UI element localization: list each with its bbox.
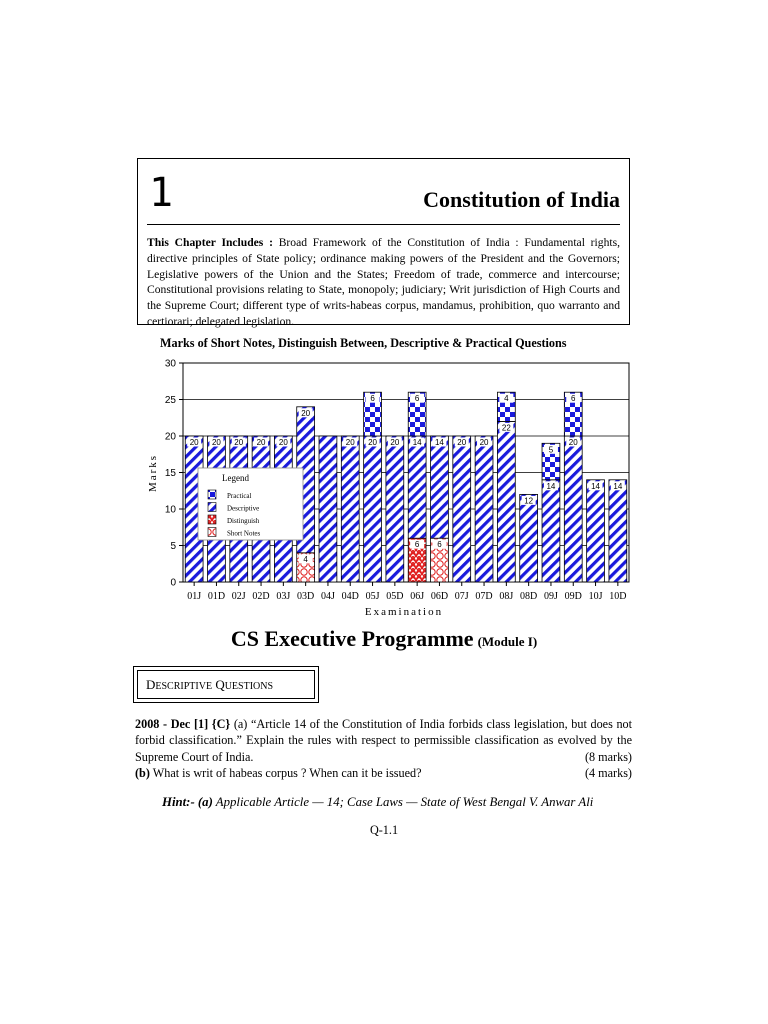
value-label: 14 bbox=[613, 481, 623, 491]
legend-swatch bbox=[208, 515, 216, 524]
bar-segment bbox=[319, 436, 337, 582]
chapter-title: Constitution of India bbox=[423, 187, 620, 212]
y-axis-label: Marks bbox=[147, 453, 159, 493]
y-tick-label: 15 bbox=[164, 468, 176, 479]
bar-segment bbox=[341, 436, 359, 582]
x-tick-label: 06J bbox=[410, 591, 425, 602]
value-label: 6 bbox=[571, 394, 576, 404]
chart-title: Marks of Short Notes, Distinguish Between, Descriptive & Practical Questions bbox=[160, 336, 567, 350]
hint-text: Applicable Article — 14; Case Laws — State of West Bengal V. Anwar Ali bbox=[212, 795, 594, 809]
x-tick-label: 07J bbox=[454, 591, 469, 602]
chapter-includes-label: This Chapter Includes : bbox=[147, 236, 273, 249]
x-tick-label: 10J bbox=[588, 591, 603, 602]
section-heading-text: DESCRIPTIVE QUESTIONS bbox=[146, 676, 274, 692]
question-b-label: (b) bbox=[135, 766, 150, 781]
x-tick-label: 03J bbox=[276, 591, 291, 602]
value-label: 20 bbox=[234, 438, 244, 447]
value-label: 20 bbox=[256, 438, 266, 447]
bar-segment bbox=[564, 436, 582, 582]
y-tick-label: 5 bbox=[170, 541, 176, 552]
value-label: 20 bbox=[189, 438, 199, 447]
bar-segment bbox=[542, 480, 560, 582]
value-label: 20 bbox=[479, 438, 489, 447]
legend-title: Legend bbox=[222, 473, 249, 483]
x-tick-label: 08J bbox=[499, 591, 514, 602]
x-tick-label: 09J bbox=[543, 591, 558, 602]
question-a-marks: (8 marks) bbox=[584, 749, 632, 764]
legend-entry: Descriptive bbox=[227, 504, 260, 513]
legend-entry: Distinguish bbox=[227, 517, 260, 525]
legend-entry: Practical bbox=[227, 492, 252, 500]
y-tick-label: 10 bbox=[164, 504, 176, 516]
x-tick-label: 04D bbox=[341, 591, 359, 602]
question-tag: 2008 - Dec [1] {C} bbox=[135, 717, 231, 731]
value-label: 14 bbox=[546, 481, 556, 491]
marks-bar-chart bbox=[140, 352, 640, 620]
chapter-header-box bbox=[137, 158, 630, 328]
programme-module: (Module I) bbox=[477, 634, 538, 649]
x-tick-label: 09D bbox=[564, 591, 582, 602]
legend-entry: Short Notes bbox=[227, 529, 261, 538]
legend-swatch bbox=[208, 528, 216, 537]
x-axis-label: Examination bbox=[364, 606, 444, 618]
chapter-includes-text: Broad Framework of the Constitution of India : Fundamental rights, directive principles of State policy; ordinance making powers of the President and the Governors; Legislative powers of the Union and the States; Freedom of trade, commerce and intercourse; Constitutional provisions relating to State, monopoly; judiciary; Writ jurisdiction of High Courts and the Supreme Court; different type of writs-habeas corpus, mandamus, prohibition, quo warranto and certiorari; delegated legislation. bbox=[147, 236, 620, 328]
value-label: 22 bbox=[501, 423, 511, 433]
value-label: 4 bbox=[504, 394, 509, 404]
x-tick-label: 07D bbox=[475, 591, 493, 602]
x-tick-label: 03D bbox=[297, 591, 315, 602]
value-label: 6 bbox=[370, 394, 375, 404]
value-label: 20 bbox=[568, 438, 578, 447]
y-tick-label: 0 bbox=[170, 577, 176, 589]
x-tick-label: 10D bbox=[609, 591, 627, 602]
chapter-includes bbox=[147, 235, 620, 330]
bar-segment bbox=[497, 421, 515, 582]
value-label: 6 bbox=[414, 540, 420, 550]
value-label: 14 bbox=[412, 438, 422, 447]
value-label: 20 bbox=[278, 438, 288, 447]
value-label: 20 bbox=[390, 438, 400, 447]
bar-segment bbox=[364, 436, 382, 582]
value-label: 20 bbox=[301, 408, 311, 418]
x-tick-label: 06D bbox=[430, 591, 449, 602]
y-tick-label: 20 bbox=[164, 431, 176, 443]
section-heading bbox=[137, 670, 315, 699]
legend-swatch bbox=[208, 503, 216, 512]
question-part-a bbox=[135, 716, 632, 765]
value-label: 14 bbox=[591, 481, 601, 491]
x-tick-label: 05D bbox=[386, 591, 404, 602]
value-label: 14 bbox=[434, 438, 444, 447]
x-tick-label: 01J bbox=[187, 591, 202, 602]
page-number: Q-1.1 bbox=[369, 823, 399, 837]
question-a-text: “Article 14 of the Constitution of India forbids class legislation, but does not forbid classification.” Explain the rules with respect to permissible classification as evolved by the Supreme Court of India. bbox=[135, 717, 633, 764]
bar-segment bbox=[408, 436, 426, 538]
bar-segment bbox=[453, 436, 471, 582]
bar-segment bbox=[475, 436, 493, 582]
value-label: 20 bbox=[345, 438, 355, 447]
bar-segment bbox=[431, 436, 449, 538]
x-tick-label: 02J bbox=[231, 591, 246, 602]
bar-segment bbox=[587, 480, 605, 582]
value-label: 6 bbox=[437, 540, 442, 550]
question-b-text: What is writ of habeas corpus ? When can it be issued? bbox=[149, 766, 422, 781]
value-label: 12 bbox=[524, 496, 534, 506]
section-heading-box bbox=[133, 666, 319, 703]
x-tick-label: 01D bbox=[207, 591, 226, 602]
legend-swatch bbox=[208, 490, 216, 499]
question-a-label: (a) bbox=[233, 717, 248, 731]
x-tick-label: 04J bbox=[320, 591, 335, 602]
hint-label: Hint:- (a) bbox=[162, 795, 213, 809]
value-label: 20 bbox=[211, 438, 221, 447]
value-label: 20 bbox=[457, 438, 467, 447]
x-tick-label: 02D bbox=[252, 591, 270, 602]
chapter-divider bbox=[147, 224, 620, 225]
chapter-number: 1 bbox=[149, 170, 174, 216]
value-label: 5 bbox=[548, 445, 554, 455]
programme-heading bbox=[0, 626, 768, 652]
value-label: 20 bbox=[368, 438, 378, 447]
value-label: 6 bbox=[414, 394, 420, 404]
value-label: 4 bbox=[303, 554, 308, 564]
chart-legend bbox=[198, 468, 303, 540]
y-tick-label: 25 bbox=[164, 395, 176, 406]
y-tick-label: 30 bbox=[164, 358, 176, 370]
question-b-marks: (4 marks) bbox=[584, 766, 632, 781]
hint bbox=[162, 795, 593, 810]
bar-segment bbox=[386, 436, 404, 582]
question-block bbox=[135, 716, 632, 782]
bar-segment bbox=[520, 494, 538, 582]
bar-segment bbox=[609, 480, 627, 582]
question-part-b bbox=[135, 765, 632, 781]
programme-title: CS Executive Programme bbox=[230, 626, 474, 651]
x-tick-label: 08D bbox=[520, 591, 538, 602]
x-tick-label: 05J bbox=[365, 591, 380, 602]
